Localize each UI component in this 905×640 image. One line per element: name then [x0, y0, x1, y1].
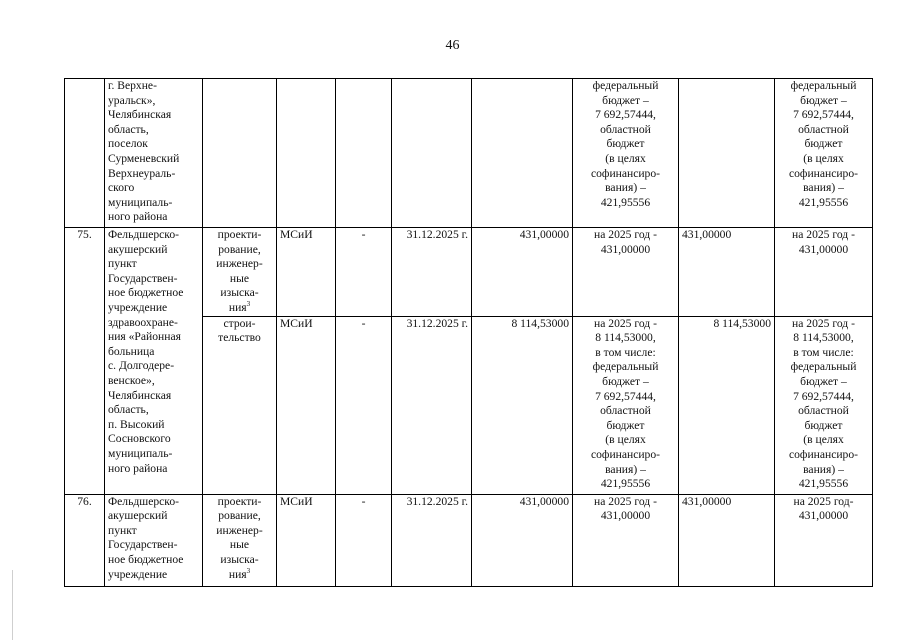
- text-line: бюджет –: [800, 374, 847, 388]
- text-line: 7 692,57444,: [595, 389, 656, 403]
- text-line: Государствен-: [108, 271, 178, 285]
- text-line: 7 692,57444,: [793, 389, 854, 403]
- cell-object-name: [105, 228, 203, 495]
- text-line: [206, 301, 273, 316]
- text-line: изыска-: [220, 286, 259, 300]
- cell-number: [65, 79, 105, 228]
- text-line: Челябинская: [108, 108, 172, 122]
- text-line: тельство: [218, 331, 261, 345]
- cell-cost-financing: [775, 79, 873, 228]
- text-line: 421,95556: [798, 477, 849, 491]
- text-line: 421,95556: [798, 195, 849, 209]
- footnote-marker: 3: [246, 300, 251, 309]
- text-line: 7 692,57444,: [793, 108, 854, 122]
- text-line: софинансиро-: [590, 166, 661, 180]
- cell-number: 75.: [65, 228, 105, 495]
- text-line: инженер-: [216, 523, 263, 537]
- cell-amount: 431,00000: [472, 228, 573, 317]
- cell-organization: МСиИ: [277, 228, 336, 317]
- text-line: Сосновского: [108, 432, 171, 446]
- text-line: [206, 568, 273, 583]
- text-line: вания) –: [803, 181, 844, 195]
- cell-deadline: [392, 79, 472, 228]
- text-line: софинансиро-: [590, 447, 661, 461]
- text-line: область,: [108, 403, 149, 417]
- cell-dash: -: [336, 316, 392, 494]
- cell-work-type: [203, 316, 277, 494]
- cell-deadline: 31.12.2025 г.: [392, 228, 472, 317]
- cell-cost: 8 114,53000: [679, 316, 775, 494]
- text-line: ное бюджетное: [108, 552, 184, 566]
- text-line: в том числе:: [793, 345, 854, 359]
- cell-dash: [336, 79, 392, 228]
- page-number: 46: [445, 38, 460, 53]
- text-line: на 2025 год -: [594, 316, 657, 330]
- text-line: учреждение: [108, 567, 168, 581]
- text-line: областной: [600, 404, 651, 418]
- text-line: Верхнеураль-: [108, 166, 176, 180]
- text-line: на 2025 год-: [793, 494, 854, 508]
- text-line: (в целях: [605, 151, 646, 165]
- cell-dash: -: [336, 494, 392, 586]
- cell-work-type: [203, 228, 277, 317]
- text-line: (в целях: [803, 151, 844, 165]
- text-line: ного района: [108, 461, 168, 475]
- cell-object-name: [105, 494, 203, 586]
- cell-work-type: [203, 494, 277, 586]
- text-line: 431,00000: [600, 509, 651, 523]
- text-line: бюджет –: [800, 93, 847, 107]
- text-line: инженер-: [216, 257, 263, 271]
- text-line: ные: [229, 271, 250, 285]
- text-line: федеральный: [790, 360, 857, 374]
- text-line: областной: [600, 122, 651, 136]
- text-line: Сурменевский: [108, 151, 180, 165]
- cell-cost: 431,00000: [679, 494, 775, 586]
- text-line: здравоохране-: [108, 315, 178, 329]
- text-line: софинансиро-: [788, 447, 859, 461]
- cell-financing: [573, 228, 679, 317]
- text-line: ского: [108, 181, 135, 195]
- text-fragment: ния: [228, 567, 247, 581]
- cell-financing: [573, 79, 679, 228]
- text-line: Фельдшерско-: [108, 228, 179, 241]
- text-line: уральск»,: [108, 93, 156, 107]
- cell-amount: 8 114,53000: [472, 316, 573, 494]
- text-line: акушерский: [108, 242, 168, 256]
- text-line: федеральный: [592, 79, 659, 92]
- text-line: 7 692,57444,: [595, 108, 656, 122]
- text-line: акушерский: [108, 509, 168, 523]
- text-line: муниципаль-: [108, 195, 173, 209]
- cell-organization: [277, 79, 336, 228]
- text-line: венское»,: [108, 373, 155, 387]
- cell-number: 76.: [65, 494, 105, 586]
- text-line: 431,00000: [600, 242, 651, 256]
- text-line: на 2025 год -: [792, 228, 855, 241]
- text-line: изыска-: [220, 552, 259, 566]
- scan-margin-line: [12, 570, 13, 640]
- text-line: больница: [108, 344, 155, 358]
- text-line: вания) –: [803, 462, 844, 476]
- text-line: в том числе:: [595, 345, 656, 359]
- table-row-76: [65, 494, 873, 586]
- cell-amount: [472, 79, 573, 228]
- text-line: бюджет: [804, 418, 843, 432]
- cell-financing: [573, 316, 679, 494]
- text-line: бюджет: [804, 137, 843, 151]
- text-line: строи-: [223, 316, 256, 330]
- cell-cost: [679, 79, 775, 228]
- text-line: федеральный: [592, 360, 659, 374]
- text-line: Челябинская: [108, 388, 172, 402]
- text-line: проекти-: [217, 494, 262, 508]
- text-line: 421,95556: [600, 195, 651, 209]
- text-line: п. Высокий: [108, 417, 165, 431]
- text-line: на 2025 год -: [792, 316, 855, 330]
- cell-cost-financing: [775, 316, 873, 494]
- cell-dash: -: [336, 228, 392, 317]
- text-line: пункт: [108, 257, 137, 271]
- text-line: Государствен-: [108, 538, 178, 552]
- text-line: ния «Районная: [108, 330, 181, 344]
- text-line: 431,00000: [798, 242, 849, 256]
- text-line: вания) –: [605, 181, 646, 195]
- text-line: 431,00000: [798, 509, 849, 523]
- text-line: на 2025 год -: [594, 228, 657, 241]
- cell-cost-financing: [775, 228, 873, 317]
- text-line: (в целях: [605, 433, 646, 447]
- text-line: область,: [108, 122, 149, 136]
- cell-financing: [573, 494, 679, 586]
- cell-cost: 431,00000: [679, 228, 775, 317]
- investment-objects-table: [64, 78, 873, 587]
- text-line: на 2025 год -: [594, 494, 657, 508]
- footnote-marker: 3: [246, 566, 251, 575]
- text-line: федеральный: [790, 79, 857, 92]
- cell-cost-financing: [775, 494, 873, 586]
- text-line: проекти-: [217, 228, 262, 241]
- text-line: поселок: [108, 137, 148, 151]
- text-line: областной: [798, 122, 849, 136]
- cell-work-type: [203, 79, 277, 228]
- text-fragment: ния: [228, 300, 247, 314]
- text-line: областной: [798, 404, 849, 418]
- text-line: учреждение: [108, 300, 168, 314]
- text-line: 8 114,53000,: [595, 331, 656, 345]
- text-line: рование,: [218, 242, 261, 256]
- table-row-continuation: [65, 79, 873, 228]
- cell-object-name: [105, 79, 203, 228]
- text-line: муниципаль-: [108, 446, 173, 460]
- text-line: бюджет –: [602, 93, 649, 107]
- text-line: пункт: [108, 523, 137, 537]
- text-line: софинансиро-: [788, 166, 859, 180]
- text-line: 421,95556: [600, 477, 651, 491]
- cell-organization: МСиИ: [277, 494, 336, 586]
- text-line: бюджет –: [602, 374, 649, 388]
- text-line: бюджет: [606, 418, 645, 432]
- text-line: ные: [229, 538, 250, 552]
- text-line: (в целях: [803, 433, 844, 447]
- text-line: с. Долгодере-: [108, 359, 175, 373]
- table-row-75-design: [65, 228, 873, 317]
- text-line: 8 114,53000,: [793, 331, 854, 345]
- text-line: Фельдшерско-: [108, 494, 179, 508]
- cell-amount: 431,00000: [472, 494, 573, 586]
- cell-deadline: 31.12.2025 г.: [392, 494, 472, 586]
- text-line: рование,: [218, 509, 261, 523]
- cell-organization: МСиИ: [277, 316, 336, 494]
- text-line: ное бюджетное: [108, 286, 184, 300]
- cell-deadline: 31.12.2025 г.: [392, 316, 472, 494]
- text-line: ного района: [108, 210, 168, 224]
- text-line: г. Верхне-: [108, 79, 157, 92]
- text-line: вания) –: [605, 462, 646, 476]
- text-line: бюджет: [606, 137, 645, 151]
